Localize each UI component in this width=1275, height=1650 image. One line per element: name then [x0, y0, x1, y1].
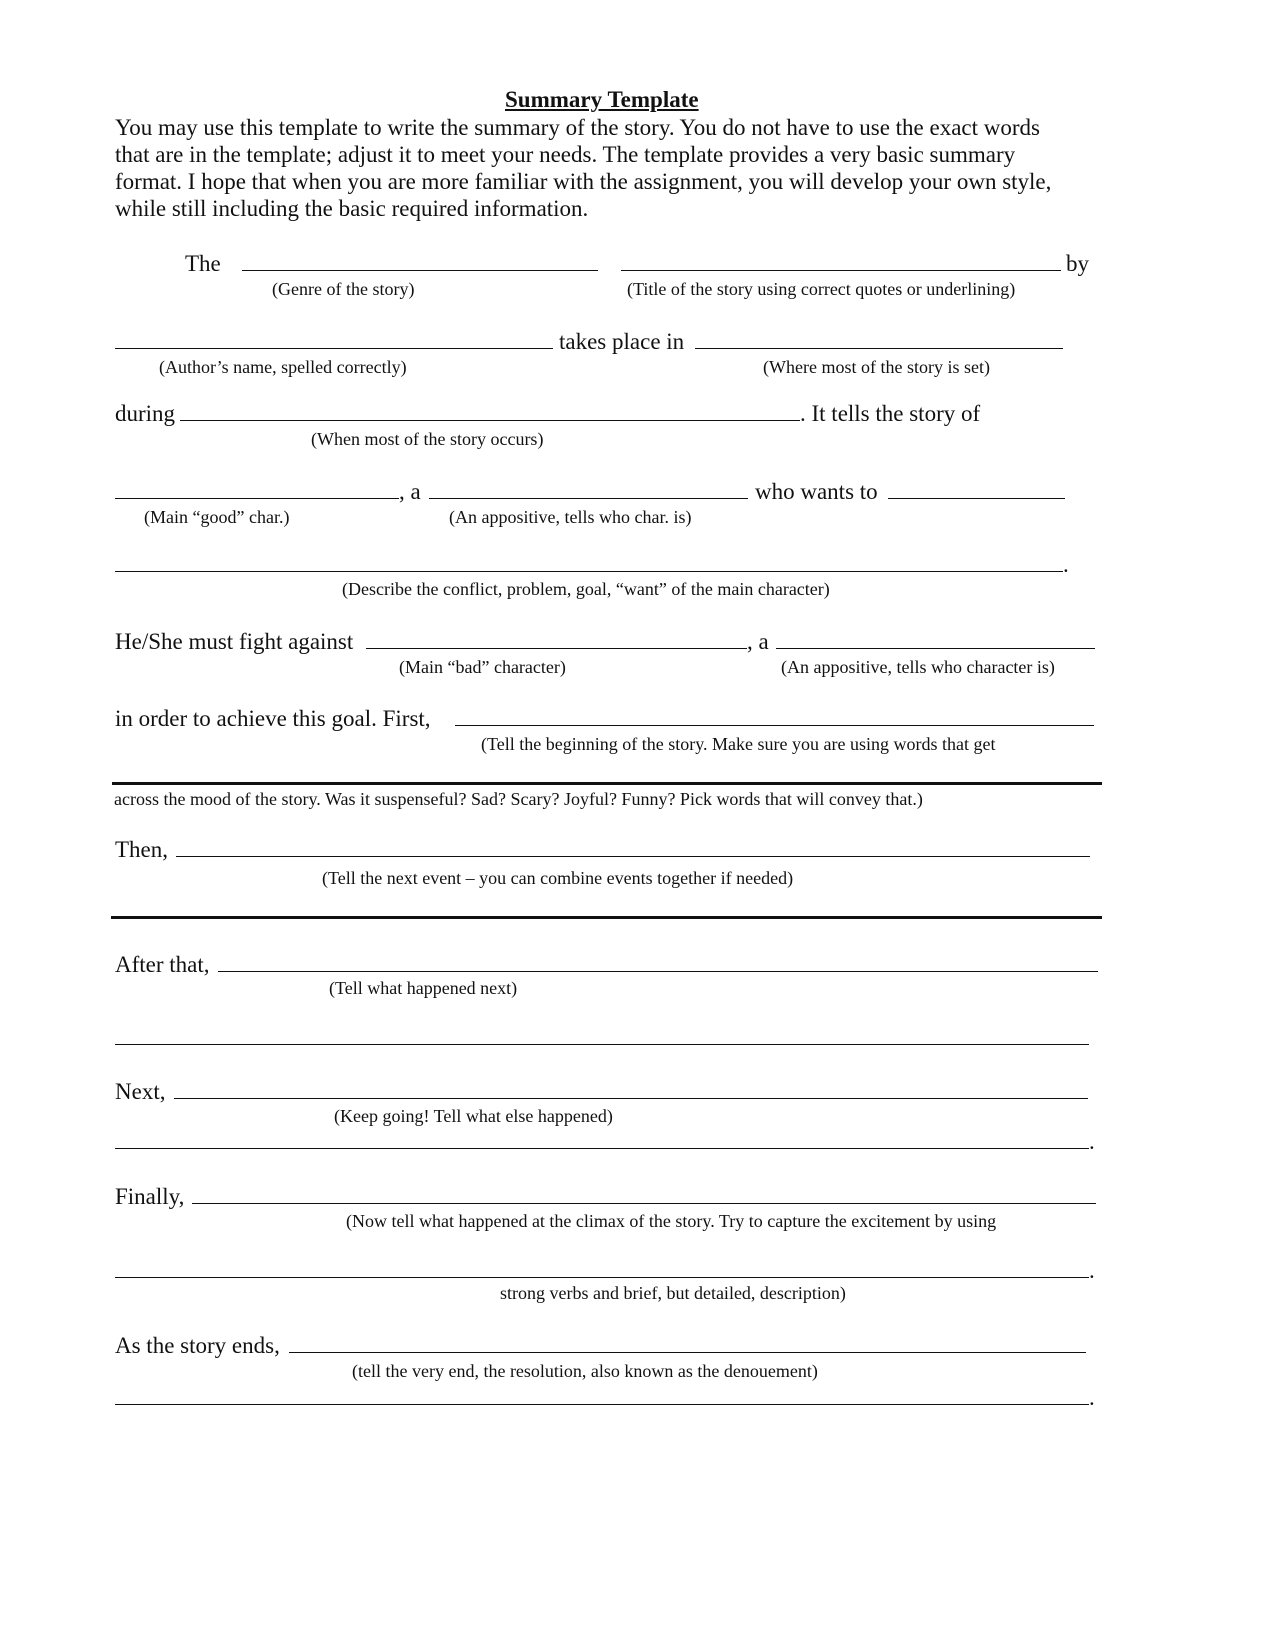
when-hint: (When most of the story occurs) [311, 429, 544, 449]
page-title: Summary Template [505, 87, 699, 112]
climax-blank[interactable] [192, 1203, 1096, 1204]
genre-hint: (Genre of the story) [272, 279, 415, 299]
resolution-blank[interactable] [289, 1352, 1086, 1353]
climax-hint: (Now tell what happened at the climax of the story. Try to capture the excitement by using [346, 1211, 997, 1231]
word-finally: Finally, [115, 1184, 185, 1209]
appositive-blank[interactable] [429, 498, 748, 499]
bad-character-blank[interactable] [366, 648, 747, 649]
takes-place-text: takes place in [559, 329, 685, 354]
setting-blank[interactable] [695, 348, 1063, 349]
intro-line-3: format. I hope that when you are more familiar with the assignment, you will develop your own style, [115, 169, 1052, 194]
verbs-hint: strong verbs and brief, but detailed, description) [500, 1283, 846, 1303]
author-blank[interactable] [115, 348, 553, 349]
conflict-hint: (Describe the conflict, problem, goal, “want” of the main character) [342, 579, 830, 599]
tells-story-text: . It tells the story of [800, 401, 981, 426]
conflict-period: . [1063, 552, 1069, 577]
next-blank-2[interactable] [115, 1148, 1089, 1149]
title-blank[interactable] [621, 270, 1061, 271]
comma-a-text: , a [399, 479, 421, 504]
intro-line-4: while still including the basic required information. [115, 196, 589, 221]
wants-blank[interactable] [888, 498, 1065, 499]
who-wants-text: who wants to [755, 479, 878, 504]
after-that-text: After that, [115, 952, 210, 977]
good-character-blank[interactable] [115, 498, 399, 499]
beginning-rule[interactable] [112, 782, 1102, 785]
word-the: The [185, 251, 221, 276]
after-that-blank[interactable] [218, 971, 1098, 972]
genre-blank[interactable] [242, 270, 598, 271]
climax-blank-2[interactable] [115, 1277, 1089, 1278]
word-then: Then, [115, 837, 169, 862]
word-by: by [1066, 251, 1089, 276]
keep-going-hint: (Keep going! Tell what else happened) [334, 1106, 613, 1126]
bad-appositive-hint: (An appositive, tells who character is) [781, 657, 1055, 677]
next-event-hint: (Tell the next event – you can combine events together if needed) [322, 868, 794, 888]
next-event-rule[interactable] [111, 916, 1102, 919]
word-next: Next, [115, 1079, 166, 1104]
bad-appositive-blank[interactable] [776, 648, 1095, 649]
intro-line-2: that are in the template; adjust it to meet your needs. The template provides a very basic summary [115, 142, 1016, 167]
mood-hint: across the mood of the story. Was it suspenseful? Sad? Scary? Joyful? Funny? Pick words that will convey that.) [114, 789, 923, 809]
after-that-blank-2[interactable] [115, 1044, 1089, 1045]
happened-hint: (Tell what happened next) [329, 978, 518, 998]
beginning-blank[interactable] [455, 725, 1094, 726]
intro-line-1: You may use this template to write the summary of the story. You do not have to use the exact words [115, 115, 1040, 140]
good-character-hint: (Main “good” char.) [144, 507, 290, 527]
next-period: . [1089, 1129, 1095, 1154]
next-blank[interactable] [174, 1098, 1088, 1099]
fight-against-text: He/She must fight against [115, 629, 354, 654]
author-hint: (Author’s name, spelled correctly) [159, 357, 407, 377]
conflict-blank[interactable] [115, 571, 1063, 572]
resolution-period: . [1089, 1385, 1095, 1410]
resolution-blank-2[interactable] [115, 1404, 1089, 1405]
where-hint: (Where most of the story is set) [763, 357, 990, 377]
appositive-hint: (An appositive, tells who char. is) [449, 507, 692, 527]
first-text: in order to achieve this goal. First, [115, 706, 431, 731]
word-during: during [115, 401, 176, 426]
comma-a-text-2: , a [747, 629, 769, 654]
time-blank[interactable] [180, 420, 800, 421]
title-hint: (Title of the story using correct quotes or underlining) [627, 279, 1016, 299]
resolution-hint: (tell the very end, the resolution, also known as the denouement) [352, 1361, 818, 1381]
story-ends-text: As the story ends, [115, 1333, 280, 1358]
next-event-blank[interactable] [176, 856, 1090, 857]
climax-period: . [1089, 1258, 1095, 1283]
bad-character-hint: (Main “bad” character) [399, 657, 566, 677]
beginning-hint: (Tell the beginning of the story. Make sure you are using words that get [481, 734, 996, 754]
